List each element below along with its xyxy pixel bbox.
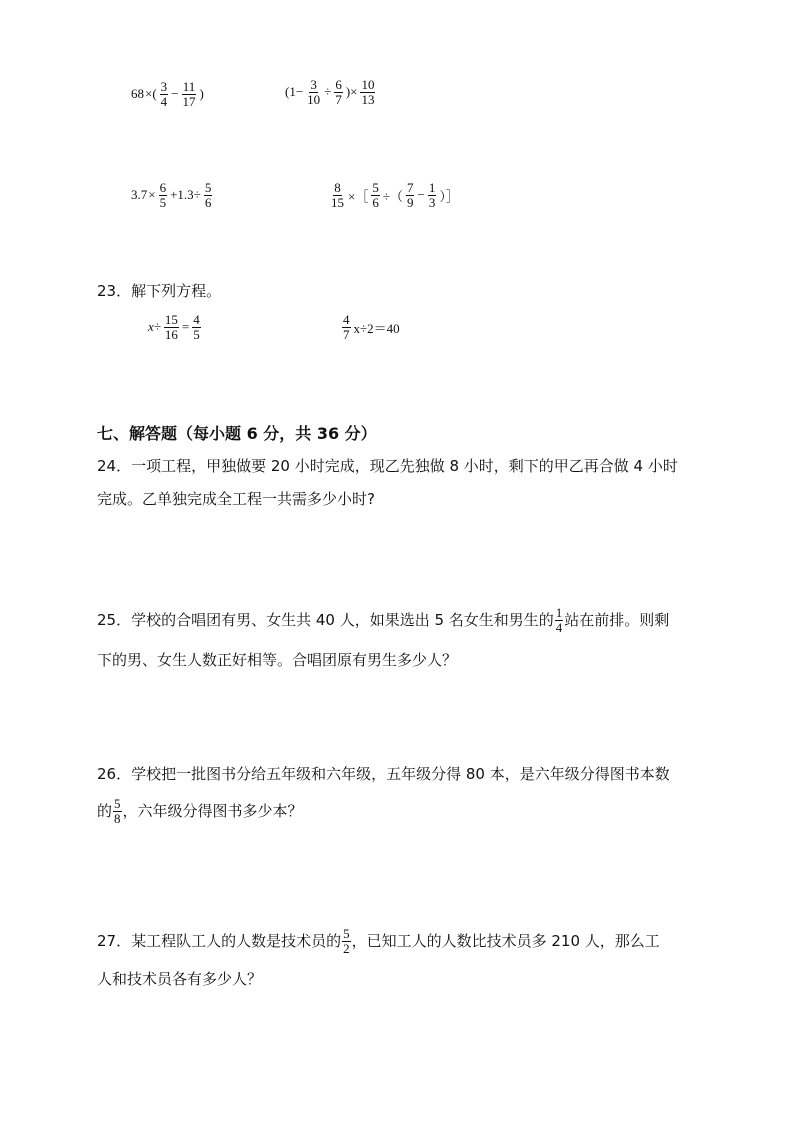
expr-operator: ) [199, 86, 204, 102]
question-27-line-2: 人和技术员各有多少人？ [97, 970, 263, 988]
fraction: $\frac{3}{10}$ [307, 77, 321, 107]
equation-2 [340, 313, 400, 341]
question-25-line-2: 下的男、女生人数正好相等。合唱团原有男生多少人？ [97, 651, 458, 669]
fraction: $\frac{10}{13}$ [361, 77, 375, 107]
expr-operator: × [148, 187, 156, 203]
question-26-line-1: 26．学校把一批图书分给五年级和六年级，五年级分得 80 本，是六年级分得图书本数 [97, 765, 670, 783]
question-26-text: 的 [97, 802, 113, 820]
fraction: $\frac{5}{6}$ [372, 180, 379, 210]
expr-number: 3.7 [131, 187, 148, 203]
fraction: $\frac{8}{15}$ [331, 180, 344, 210]
expression-2 [285, 78, 377, 106]
question-25-text: 站在前排。则剩 [564, 611, 670, 629]
expr-operator: x÷ [148, 319, 161, 335]
fraction: $\frac{7}{9}$ [406, 180, 414, 210]
fraction: $\frac{1}{4}$ [555, 605, 563, 635]
fraction: $\frac{5}{6}$ [204, 180, 212, 210]
expr-operator: = [181, 319, 190, 335]
expression-4 [328, 181, 459, 209]
expression-3 [131, 181, 214, 209]
expr-operator: x÷2＝40 [353, 320, 400, 336]
question-25-text: 25．学校的合唱团有男、女生共 40 人，如果选出 5 名女生和男生的 [97, 611, 554, 629]
question-23-label: 23．解下列方程。 [97, 282, 222, 300]
fraction: $\frac{6}{7}$ [335, 77, 342, 107]
expr-operator: ×( [145, 86, 157, 102]
expression-1 [131, 80, 204, 108]
expr-operator: ÷（ [382, 188, 403, 204]
expr-operator: ×［ [348, 188, 369, 204]
fraction: $\frac{6}{5}$ [159, 180, 167, 210]
expr-operator: (1− [285, 84, 304, 100]
question-26-text: ，六年级分得图书多少本？ [122, 802, 303, 820]
expr-operator: +1.3÷ [170, 187, 201, 203]
fraction: $\frac{4}{7}$ [343, 312, 350, 342]
equation-1 [148, 313, 203, 341]
expr-operator: )× [345, 84, 358, 100]
fraction: $\frac{5}{2}$ [343, 926, 350, 956]
expr-operator: ）］ [439, 188, 459, 204]
expr-operator: − [171, 86, 179, 102]
fraction: $\frac{3}{4}$ [160, 79, 168, 109]
question-25-line-1 [97, 604, 669, 636]
fraction: $\frac{15}{16}$ [164, 312, 178, 342]
fraction: $\frac{1}{3}$ [428, 180, 436, 210]
expr-operator: − [417, 187, 425, 203]
expr-number: 68 [131, 86, 144, 102]
question-24-line-1: 24．一项工程，甲独做要 20 小时完成，现乙先独做 8 小时，剩下的甲乙再合做 4 小时 [97, 457, 678, 475]
question-27-text: ，已知工人的人数比技术员多 210 人，那么工 [351, 932, 660, 950]
question-27-line-1 [97, 925, 660, 957]
fraction: $\frac{4}{5}$ [193, 312, 200, 342]
question-26-line-2 [97, 795, 303, 827]
section-7-title: 七、解答题（每小题 6 分，共 36 分） [97, 424, 377, 443]
question-27-text: 27．某工程队工人的人数是技术员的 [97, 932, 342, 950]
question-24-line-2: 完成。乙单独完成全工程一共需多少小时? [97, 490, 375, 508]
fraction: $\frac{5}{8}$ [114, 796, 121, 826]
expr-operator: ÷ [324, 84, 332, 100]
fraction: $\frac{11}{17}$ [182, 79, 196, 109]
